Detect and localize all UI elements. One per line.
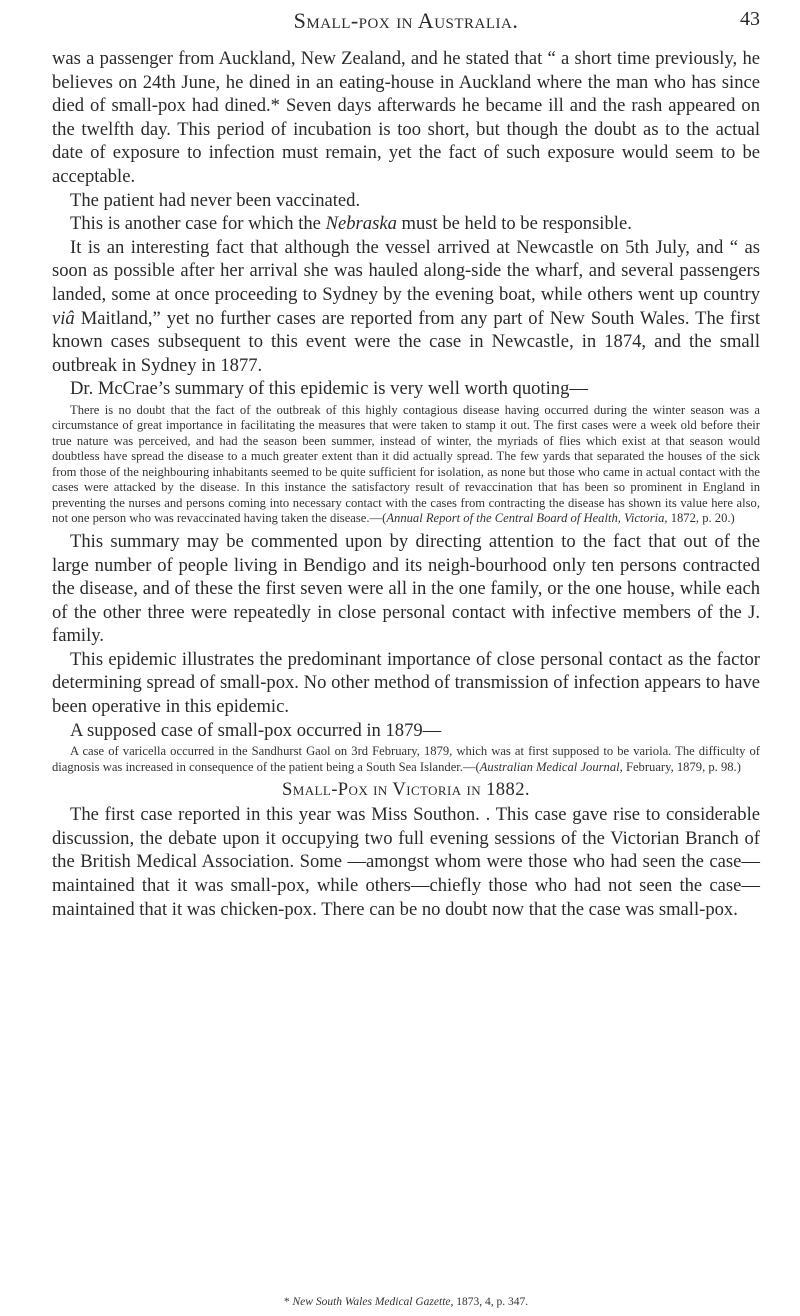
quote-source: Australian Medical Journal, [479, 759, 623, 774]
paragraph-epidemic-illustrates: This epidemic illustrates the predominant importance of close personal contact as the factor determining spread of small-pox. No other method of transmission of infection appears to have been operative in this epidemic. [52, 648, 760, 718]
quote-source: Annual Report of the Central Board of Health, Victoria, [386, 511, 668, 526]
section-heading: Small-Pox in Victoria in 1882. [282, 779, 530, 801]
paragraph-mccrae-intro: Dr. McCrae’s summary of this epidemic is very well worth quoting— [70, 378, 588, 400]
paragraph-nebraska [52, 212, 760, 236]
paragraph-not-vaccinated: The patient had never been vaccinated. [70, 189, 361, 211]
paragraph-continuation: was a passenger from Auckland, New Zealand, and he stated that “ a short time previously, he believes on 24th June, he dined in an eating-house in Auckland where the man who has since died of small-pox had dined.* Seven days afterwards he became ill and the rash appeared on the twelfth day. This period of incubation is too short, but though the doubt as to the actual date of exposure to infection must remain, yet the fact of such exposure would seem to be acceptable. [52, 48, 760, 187]
footnote-citation: 1873, 4, p. 347. [453, 1296, 529, 1308]
block-quote-varicella [52, 744, 760, 775]
paragraph-text: This is another case for which the [70, 213, 326, 235]
paragraph-text: must be held to be responsible. [396, 213, 632, 235]
page-number: 43 [740, 8, 760, 30]
ship-name: Nebraska [325, 213, 397, 235]
paragraph-summary-comment: This summary may be commented upon by directing attention to the fact that out of the large number of people living in Bendigo and its neigh-bourhood only ten persons contracted the disease, and of these the first seven were all in the one family, or the one house, while each of the other three were repeatedly in close personal contact with infective members of the J. family. [52, 530, 760, 647]
paragraph-newcastle [52, 236, 760, 378]
footnote-source: New South Wales Medical Gazette, [292, 1296, 454, 1308]
quote-citation: February, 1879, p. 98.) [622, 759, 741, 774]
quote-citation: 1872, p. 20.) [667, 511, 735, 526]
via-word: viâ [52, 307, 75, 329]
paragraph-supposed-case: A supposed case of small-pox occurred in 1879— [70, 719, 442, 741]
paragraph-text: It is an interesting fact that although the vessel arrived at Newcastle on 5th July, and “ as soon as possible after her arrival she was hauled along-side the wharf, and several passengers landed, some at once proceeding to Sydney by the evening boat, while others went up country [52, 236, 760, 305]
running-title: Small-pox in Australia. [293, 8, 519, 33]
footnote [52, 1296, 760, 1308]
quote-text: There is no doubt that the fact of the outbreak of this highly contagious disease having occurred during the winter season was a circumstance of great importance in facilitating the measures that were taken to stamp it out. The first cases were a week old before their true nature was perceived, and had the season been summer, instead of winter, the myriads of flies which exist at that season would doubtless have spread the disease to a much greater extent than it did actually spread. The few yards that separated the houses of the sick from those of the neighbouring inhabitants seemed to be quite sufficient for isolation, as none but those who came in actual contact with the cases were attacked by the disease. In this instance the satisfactory result of revaccination that has been so prominent in England in preventing the nurses and persons coming into necessary contact with the cases from contracting the disease has shown its value here also, not one person who was revaccinated having taken the disease.—( [52, 402, 760, 526]
page-body [52, 47, 760, 921]
footnote-marker: * [283, 1296, 293, 1308]
paragraph-southon: The first case reported in this year was Miss Southon. . This case gave rise to considerable discussion, the debate upon it occupying two full evening sessions of the Victorian Branch of the British Medical Association. Some —amongst whom were those who had seen the case—maintained that it was small-pox, while others—chiefly those who had not seen the case— maintained that it was chicken-pox. There can be no doubt now that the case was small-pox. [52, 804, 760, 920]
paragraph-text: Maitland,” yet no further cases are reported from any part of New South Wales. The first known cases subsequent to this event were the case in Newcastle, in 1874, and the small outbreak in Sydney in 1877. [52, 307, 760, 376]
block-quote-mccrae [52, 403, 760, 527]
quote-text: A case of varicella occurred in the Sandhurst Gaol on 3rd February, 1879, which was at first supposed to be variola. The difficulty of diagnosis was increased in consequence of the patient being a South Sea Islander.—( [52, 744, 760, 774]
page-header [52, 8, 760, 42]
